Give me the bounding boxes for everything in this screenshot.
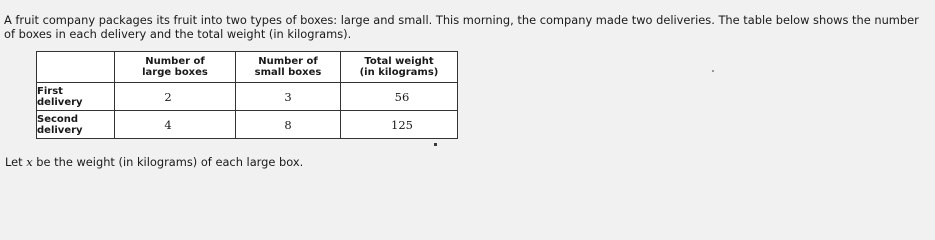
table-header-row — [37, 52, 458, 83]
header-small-line1: Number of — [258, 56, 318, 67]
cell-first-small: 3 — [236, 83, 341, 111]
cell-second-weight: 125 — [341, 111, 458, 139]
prompt-text-before: Let — [5, 155, 27, 169]
cell-second-small: 8 — [236, 111, 341, 139]
cell-first-weight: 56 — [341, 83, 458, 111]
row-label-line1: Second — [37, 113, 79, 125]
header-weight-line1: Total weight — [364, 56, 434, 67]
table-row — [37, 83, 458, 111]
problem-intro: A fruit company packages its fruit into two types of boxes: large and small. This morning, the company made two deliveries. The table below shows the number of boxes in each delivery and the total weight (in kilograms). — [4, 13, 919, 41]
header-corner-cell — [37, 52, 115, 83]
header-small-line2: small boxes — [254, 67, 322, 78]
row-label-line2: delivery — [37, 124, 83, 136]
prompt-text-after: be the weight (in kilograms) of each large box. — [32, 155, 304, 169]
row-label-line1: First — [37, 85, 63, 97]
header-total-weight — [341, 52, 458, 83]
header-small-boxes — [236, 52, 341, 83]
header-large-boxes — [115, 52, 236, 83]
header-weight-line2: (in kilograms) — [359, 67, 439, 78]
cell-second-large: 4 — [115, 111, 236, 139]
header-large-line2: large boxes — [142, 67, 208, 78]
variable-definition — [5, 155, 303, 169]
variable-x: x — [26, 155, 33, 169]
row-label-first-delivery — [37, 83, 115, 111]
header-large-line1: Number of — [145, 56, 205, 67]
cell-first-large: 2 — [115, 83, 236, 111]
dust-speck — [712, 70, 714, 72]
table-row — [37, 111, 458, 139]
row-label-line2: delivery — [37, 96, 83, 108]
deliveries-table — [36, 51, 458, 139]
mouse-pointer-icon — [434, 143, 437, 146]
row-label-second-delivery — [37, 111, 115, 139]
